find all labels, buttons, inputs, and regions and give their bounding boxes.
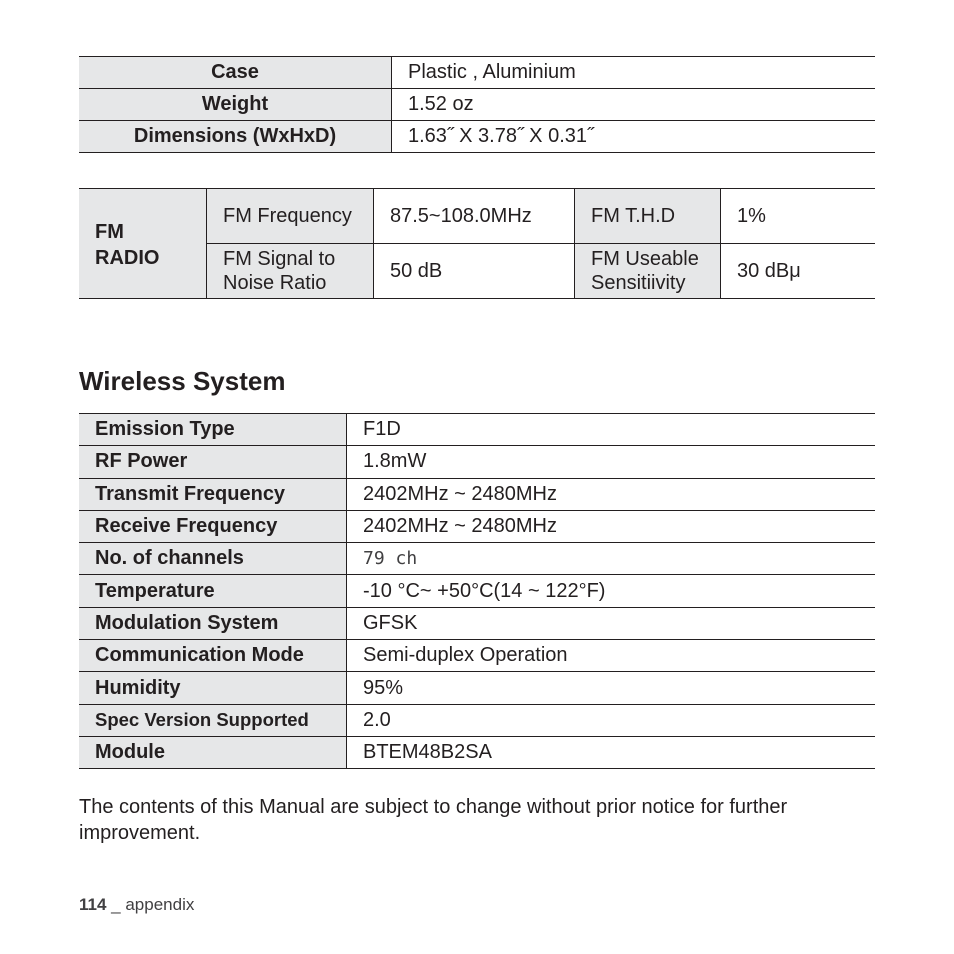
spec-value: Semi-duplex Operation	[347, 640, 876, 672]
spec-label: Communication Mode	[79, 640, 347, 672]
spec-label: Emission Type	[79, 414, 347, 446]
spec-label: Humidity	[79, 672, 347, 704]
page-footer	[79, 895, 194, 915]
table-row	[79, 189, 875, 244]
spec-value: 1.52 oz	[392, 89, 876, 121]
spec-value: 1.63˝ X 3.78˝ X 0.31˝	[392, 121, 876, 153]
spec-value: F1D	[347, 414, 876, 446]
table-row	[79, 575, 875, 607]
spec-label: FM Frequency	[207, 189, 374, 244]
spec-value: 95%	[347, 672, 876, 704]
footer-section: appendix	[125, 895, 195, 914]
spec-label: Module	[79, 736, 347, 768]
spec-value: 79 ch	[347, 543, 876, 575]
table-row	[79, 672, 875, 704]
spec-value: Plastic , Aluminium	[392, 57, 876, 89]
label-line: Sensitiivity	[591, 272, 686, 294]
spec-value: 30 dBμ	[721, 244, 876, 299]
spec-label: Receive Frequency	[79, 510, 347, 542]
spec-value: BTEM48B2SA	[347, 736, 876, 768]
group-label-line: RADIO	[95, 247, 160, 269]
table-row	[79, 478, 875, 510]
spec-label: FM T.H.D	[575, 189, 721, 244]
table-row	[79, 414, 875, 446]
label-line: FM Signal to	[223, 248, 336, 270]
table-row	[79, 704, 875, 736]
spec-value: 50 dB	[374, 244, 575, 299]
spec-value: 1%	[721, 189, 876, 244]
fm-radio-table	[79, 188, 875, 299]
label-line: Noise Ratio	[223, 272, 327, 294]
table-row	[79, 607, 875, 639]
spec-label: Transmit Frequency	[79, 478, 347, 510]
spec-label: Modulation System	[79, 607, 347, 639]
group-label-line: FM	[95, 221, 124, 243]
spec-label	[207, 244, 374, 299]
spec-label: Temperature	[79, 575, 347, 607]
spec-label	[575, 244, 721, 299]
spec-value: 2402MHz ~ 2480MHz	[347, 478, 876, 510]
spec-value: -10 °C~ +50°C(14 ~ 122°F)	[347, 575, 876, 607]
spec-label: Dimensions (WxHxD)	[79, 121, 392, 153]
spec-value: GFSK	[347, 607, 876, 639]
table-row	[79, 121, 875, 153]
spec-value: 2402MHz ~ 2480MHz	[347, 510, 876, 542]
table-row	[79, 446, 875, 478]
table-row	[79, 89, 875, 121]
spec-label: RF Power	[79, 446, 347, 478]
fm-radio-group-label	[79, 189, 207, 299]
general-spec-table	[79, 56, 875, 153]
spec-label: No. of channels	[79, 543, 347, 575]
table-row	[79, 510, 875, 542]
spec-value: 1.8mW	[347, 446, 876, 478]
table-row	[79, 543, 875, 575]
label-line: FM Useable	[591, 248, 699, 270]
spec-value: 87.5~108.0MHz	[374, 189, 575, 244]
spec-label: Weight	[79, 89, 392, 121]
wireless-spec-table	[79, 413, 875, 769]
table-row	[79, 640, 875, 672]
spec-value: 2.0	[347, 704, 876, 736]
table-row	[79, 736, 875, 768]
table-row	[79, 57, 875, 89]
notice-text: The contents of this Manual are subject to change without prior notice for further improvement.	[79, 796, 788, 844]
spec-label: Case	[79, 57, 392, 89]
section-heading: Wireless System	[79, 366, 286, 396]
spec-label: Spec Version Supported	[79, 704, 347, 736]
footer-separator: _	[106, 895, 126, 914]
page-number: 114	[79, 895, 107, 914]
